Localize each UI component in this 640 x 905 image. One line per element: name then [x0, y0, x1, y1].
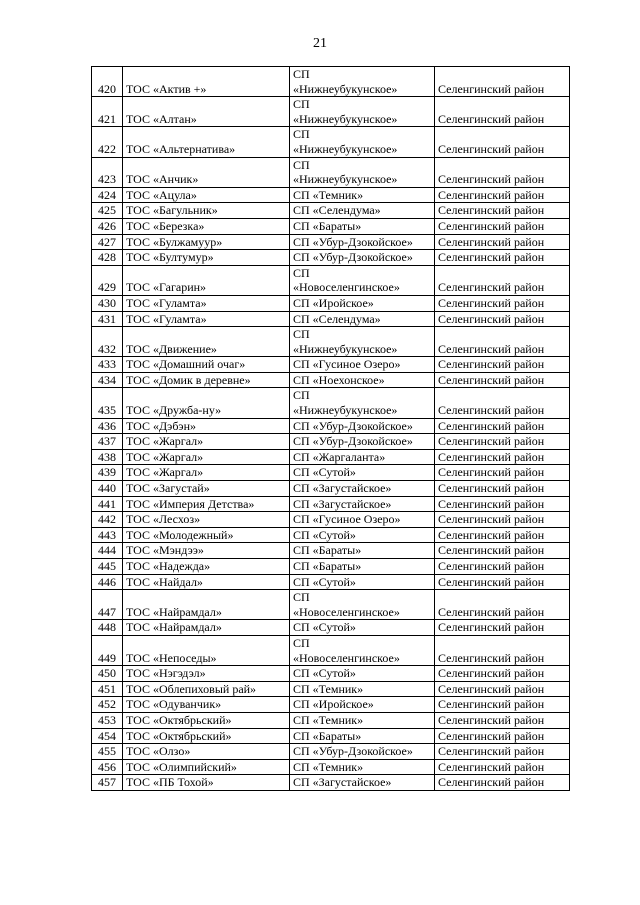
settlement-cell	[290, 388, 435, 418]
table-row	[92, 234, 570, 250]
table-row	[92, 635, 570, 665]
district-cell: Селенгинский район	[435, 543, 570, 559]
row-number-cell: 457	[92, 775, 123, 791]
registry-table-body	[92, 67, 570, 791]
row-number-cell: 432	[92, 327, 123, 357]
settlement-cell	[290, 527, 435, 543]
tos-name-cell: ТОС «Одуванчик»	[123, 697, 290, 713]
table-row	[92, 127, 570, 157]
row-number-cell: 429	[92, 265, 123, 295]
settlement-cell	[290, 418, 435, 434]
district-cell: Селенгинский район	[435, 265, 570, 295]
tos-name-cell: ТОС «Найрамдал»	[123, 620, 290, 636]
settlement-cell	[290, 759, 435, 775]
table-row	[92, 265, 570, 295]
tos-name-cell: ТОС «Облепиховый рай»	[123, 681, 290, 697]
settlement-line: «Нижнеубукунское»	[293, 81, 398, 96]
row-number-cell: 445	[92, 559, 123, 575]
table-row	[92, 697, 570, 713]
row-number-cell: 455	[92, 744, 123, 760]
tos-name-cell: ТОС «Лесхоз»	[123, 512, 290, 528]
settlement-line: СП «Бараты»	[293, 559, 362, 573]
settlement-line: СП «Убур-Дзокойское»	[293, 744, 413, 759]
row-number-cell: 437	[92, 434, 123, 450]
tos-name-cell: ТОС «Ацула»	[123, 187, 290, 203]
row-number-cell: 447	[92, 590, 123, 620]
district-cell: Селенгинский район	[435, 327, 570, 357]
settlement-line: «Нижнеубукунское»	[293, 172, 398, 187]
table-row	[92, 434, 570, 450]
district-cell: Селенгинский район	[435, 666, 570, 682]
row-number-cell: 444	[92, 543, 123, 559]
district-cell: Селенгинский район	[435, 574, 570, 590]
table-row	[92, 449, 570, 465]
tos-name-cell: ТОС «Гуламта»	[123, 295, 290, 311]
row-number-cell: 425	[92, 203, 123, 219]
settlement-line: СП	[293, 590, 310, 605]
settlement-line: СП «Темник»	[293, 187, 364, 202]
settlement-line: СП	[293, 127, 310, 142]
table-row	[92, 496, 570, 512]
row-number-cell: 448	[92, 620, 123, 636]
tos-name-cell: ТОС «Молодежный»	[123, 527, 290, 543]
row-number-cell: 452	[92, 697, 123, 713]
tos-name-cell: ТОС «Багульник»	[123, 203, 290, 219]
settlement-line: СП «Убур-Дзокойское»	[293, 234, 413, 249]
settlement-line: «Нижнеубукунское»	[293, 141, 398, 156]
tos-name-cell: ТОС «ПБ Тохой»	[123, 775, 290, 791]
settlement-line: СП «Убур-Дзокойское»	[293, 418, 413, 433]
settlement-cell	[290, 712, 435, 728]
row-number-cell: 421	[92, 97, 123, 127]
district-cell: Селенгинский район	[435, 250, 570, 266]
settlement-cell	[290, 203, 435, 219]
district-cell: Селенгинский район	[435, 744, 570, 760]
district-cell: Селенгинский район	[435, 496, 570, 512]
settlement-line: СП «Темник»	[293, 759, 364, 774]
settlement-cell	[290, 635, 435, 665]
settlement-cell	[290, 449, 435, 465]
settlement-line: СП «Темник»	[293, 681, 364, 696]
settlement-cell	[290, 481, 435, 497]
settlement-line: СП «Сутой»	[293, 666, 356, 681]
settlement-line: СП «Сутой»	[293, 465, 356, 480]
table-row	[92, 465, 570, 481]
table-row	[92, 590, 570, 620]
table-row	[92, 527, 570, 543]
tos-name-cell: ТОС «Загустай»	[123, 481, 290, 497]
tos-name-cell: ТОС «Найрамдал»	[123, 590, 290, 620]
row-number-cell: 454	[92, 728, 123, 744]
tos-name-cell: ТОС «Актив +»	[123, 67, 290, 97]
tos-registry-table	[91, 66, 570, 791]
district-cell: Селенгинский район	[435, 449, 570, 465]
table-row	[92, 574, 570, 590]
tos-name-cell: ТОС «Жаргал»	[123, 465, 290, 481]
district-cell: Селенгинский район	[435, 712, 570, 728]
settlement-line: СП «Убур-Дзокойское»	[293, 434, 413, 449]
settlement-cell	[290, 666, 435, 682]
settlement-cell	[290, 681, 435, 697]
district-cell: Селенгинский район	[435, 97, 570, 127]
settlement-line: СП	[293, 388, 310, 403]
row-number-cell: 436	[92, 418, 123, 434]
settlement-cell	[290, 465, 435, 481]
table-row	[92, 311, 570, 327]
district-cell: Селенгинский район	[435, 559, 570, 575]
district-cell: Селенгинский район	[435, 372, 570, 388]
tos-name-cell: ТОС «Мэндээ»	[123, 543, 290, 559]
table-row	[92, 759, 570, 775]
row-number-cell: 441	[92, 496, 123, 512]
settlement-line: СП «Селендума»	[293, 203, 381, 218]
settlement-cell	[290, 357, 435, 373]
row-number-cell: 430	[92, 295, 123, 311]
tos-name-cell: ТОС «Альтернатива»	[123, 127, 290, 157]
settlement-line: СП «Иройское»	[293, 697, 374, 712]
settlement-cell	[290, 512, 435, 528]
row-number-cell: 427	[92, 234, 123, 250]
district-cell: Селенгинский район	[435, 311, 570, 327]
settlement-line: СП	[293, 157, 310, 172]
row-number-cell: 428	[92, 250, 123, 266]
settlement-line: СП «Бараты»	[293, 728, 362, 743]
settlement-line: СП «Сутой»	[293, 574, 356, 589]
row-number-cell: 434	[92, 372, 123, 388]
row-number-cell: 456	[92, 759, 123, 775]
table-row	[92, 187, 570, 203]
settlement-cell	[290, 590, 435, 620]
settlement-cell	[290, 697, 435, 713]
settlement-cell	[290, 218, 435, 234]
tos-name-cell: ТОС «Октябрьский»	[123, 728, 290, 744]
row-number-cell: 450	[92, 666, 123, 682]
settlement-line: СП «Гусиное Озеро»	[293, 357, 401, 372]
tos-name-cell: ТОС «Надежда»	[123, 559, 290, 575]
settlement-cell	[290, 327, 435, 357]
settlement-cell	[290, 543, 435, 559]
table-row	[92, 712, 570, 728]
settlement-line: СП «Бараты»	[293, 543, 362, 558]
settlement-cell	[290, 311, 435, 327]
settlement-cell	[290, 728, 435, 744]
district-cell: Селенгинский район	[435, 203, 570, 219]
table-row	[92, 620, 570, 636]
district-cell: Селенгинский район	[435, 218, 570, 234]
tos-name-cell: ТОС «Движение»	[123, 327, 290, 357]
settlement-line: СП «Ноехонское»	[293, 372, 385, 387]
district-cell: Селенгинский район	[435, 388, 570, 418]
row-number-cell: 439	[92, 465, 123, 481]
district-cell: Селенгинский район	[435, 357, 570, 373]
table-row	[92, 97, 570, 127]
district-cell: Селенгинский район	[435, 728, 570, 744]
settlement-cell	[290, 265, 435, 295]
settlement-line: СП «Селендума»	[293, 311, 381, 326]
district-cell: Селенгинский район	[435, 681, 570, 697]
settlement-cell	[290, 250, 435, 266]
settlement-cell	[290, 187, 435, 203]
table-row	[92, 157, 570, 187]
district-cell: Селенгинский район	[435, 127, 570, 157]
tos-name-cell: ТОС «Олимпийский»	[123, 759, 290, 775]
tos-name-cell: ТОС «Дружба-ну»	[123, 388, 290, 418]
table-row	[92, 775, 570, 791]
tos-name-cell: ТОС «Империя Детства»	[123, 496, 290, 512]
district-cell: Селенгинский район	[435, 481, 570, 497]
table-row	[92, 218, 570, 234]
row-number-cell: 435	[92, 388, 123, 418]
tos-name-cell: ТОС «Булжамуур»	[123, 234, 290, 250]
row-number-cell: 423	[92, 157, 123, 187]
table-row	[92, 681, 570, 697]
district-cell: Селенгинский район	[435, 157, 570, 187]
table-row	[92, 559, 570, 575]
tos-name-cell: ТОС «Жаргал»	[123, 449, 290, 465]
settlement-line: СП «Сутой»	[293, 527, 356, 542]
district-cell: Селенгинский район	[435, 590, 570, 620]
tos-name-cell: ТОС «Бултумур»	[123, 250, 290, 266]
settlement-cell	[290, 157, 435, 187]
district-cell: Селенгинский район	[435, 759, 570, 775]
tos-name-cell: ТОС «Березка»	[123, 218, 290, 234]
settlement-cell	[290, 372, 435, 388]
settlement-line: «Новоселенгинское»	[293, 604, 400, 619]
settlement-line: «Нижнеубукунское»	[293, 111, 398, 126]
settlement-cell	[290, 67, 435, 97]
settlement-line: «Новоселенгинское»	[293, 650, 400, 665]
settlement-line: СП «Сутой»	[293, 620, 356, 635]
row-number-cell: 449	[92, 635, 123, 665]
row-number-cell: 440	[92, 481, 123, 497]
settlement-line: СП «Гусиное Озеро»	[293, 512, 401, 527]
settlement-cell	[290, 496, 435, 512]
row-number-cell: 438	[92, 449, 123, 465]
tos-name-cell: ТОС «Нэгэдэл»	[123, 666, 290, 682]
table-row	[92, 67, 570, 97]
tos-name-cell: ТОС «Гагарин»	[123, 265, 290, 295]
row-number-cell: 442	[92, 512, 123, 528]
settlement-cell	[290, 559, 435, 575]
table-row	[92, 543, 570, 559]
settlement-line: «Нижнеубукунское»	[293, 403, 398, 418]
district-cell: Селенгинский район	[435, 697, 570, 713]
settlement-line: «Нижнеубукунское»	[293, 341, 398, 356]
row-number-cell: 446	[92, 574, 123, 590]
settlement-line: СП «Загустайское»	[293, 496, 392, 511]
table-row	[92, 203, 570, 219]
table-row	[92, 250, 570, 266]
settlement-cell	[290, 775, 435, 791]
tos-name-cell: ТОС «Анчик»	[123, 157, 290, 187]
district-cell: Селенгинский район	[435, 635, 570, 665]
settlement-cell	[290, 744, 435, 760]
settlement-line: СП «Темник»	[293, 712, 364, 727]
tos-name-cell: ТОС «Домашний очаг»	[123, 357, 290, 373]
row-number-cell: 424	[92, 187, 123, 203]
row-number-cell: 420	[92, 67, 123, 97]
table-row	[92, 418, 570, 434]
table-row	[92, 744, 570, 760]
table-row	[92, 372, 570, 388]
table-row	[92, 666, 570, 682]
table-row	[92, 481, 570, 497]
district-cell: Селенгинский район	[435, 775, 570, 791]
settlement-line: СП «Иройское»	[293, 295, 374, 310]
table-row	[92, 512, 570, 528]
row-number-cell: 426	[92, 218, 123, 234]
table-row	[92, 388, 570, 418]
page-number: 21	[313, 36, 327, 51]
tos-name-cell: ТОС «Алтан»	[123, 97, 290, 127]
settlement-line: СП	[293, 97, 310, 112]
settlement-cell	[290, 127, 435, 157]
row-number-cell: 451	[92, 681, 123, 697]
settlement-cell	[290, 574, 435, 590]
district-cell: Селенгинский район	[435, 465, 570, 481]
settlement-line: СП «Загустайское»	[293, 481, 392, 496]
district-cell: Селенгинский район	[435, 67, 570, 97]
district-cell: Селенгинский район	[435, 434, 570, 450]
settlement-line: «Новоселенгинское»	[293, 280, 400, 295]
table-row	[92, 295, 570, 311]
settlement-cell	[290, 620, 435, 636]
row-number-cell: 443	[92, 527, 123, 543]
tos-name-cell: ТОС «Домик в деревне»	[123, 372, 290, 388]
tos-name-cell: ТОС «Жаргал»	[123, 434, 290, 450]
district-cell: Селенгинский район	[435, 512, 570, 528]
tos-name-cell: ТОС «Октябрьский»	[123, 712, 290, 728]
table-row	[92, 327, 570, 357]
row-number-cell: 431	[92, 311, 123, 327]
tos-name-cell: ТОС «Олзо»	[123, 744, 290, 760]
table-row	[92, 357, 570, 373]
settlement-line: СП «Загустайское»	[293, 775, 392, 790]
settlement-line: СП	[293, 327, 310, 342]
tos-name-cell: ТОС «Гуламта»	[123, 311, 290, 327]
district-cell: Селенгинский район	[435, 295, 570, 311]
settlement-cell	[290, 434, 435, 450]
district-cell: Селенгинский район	[435, 234, 570, 250]
settlement-cell	[290, 97, 435, 127]
row-number-cell: 433	[92, 357, 123, 373]
settlement-line: СП «Убур-Дзокойское»	[293, 250, 413, 265]
district-cell: Селенгинский район	[435, 187, 570, 203]
settlement-line: СП	[293, 67, 310, 81]
district-cell: Селенгинский район	[435, 527, 570, 543]
row-number-cell: 422	[92, 127, 123, 157]
settlement-cell	[290, 234, 435, 250]
tos-name-cell: ТОС «Найдал»	[123, 574, 290, 590]
row-number-cell: 453	[92, 712, 123, 728]
settlement-line: СП	[293, 265, 310, 280]
district-cell: Селенгинский район	[435, 620, 570, 636]
district-cell: Селенгинский район	[435, 418, 570, 434]
table-row	[92, 728, 570, 744]
tos-name-cell: ТОС «Дэбэн»	[123, 418, 290, 434]
settlement-line: СП «Бараты»	[293, 218, 362, 233]
settlement-cell	[290, 295, 435, 311]
settlement-line: СП	[293, 635, 310, 650]
tos-name-cell: ТОС «Непоседы»	[123, 635, 290, 665]
settlement-line: СП «Жаргаланта»	[293, 449, 386, 464]
